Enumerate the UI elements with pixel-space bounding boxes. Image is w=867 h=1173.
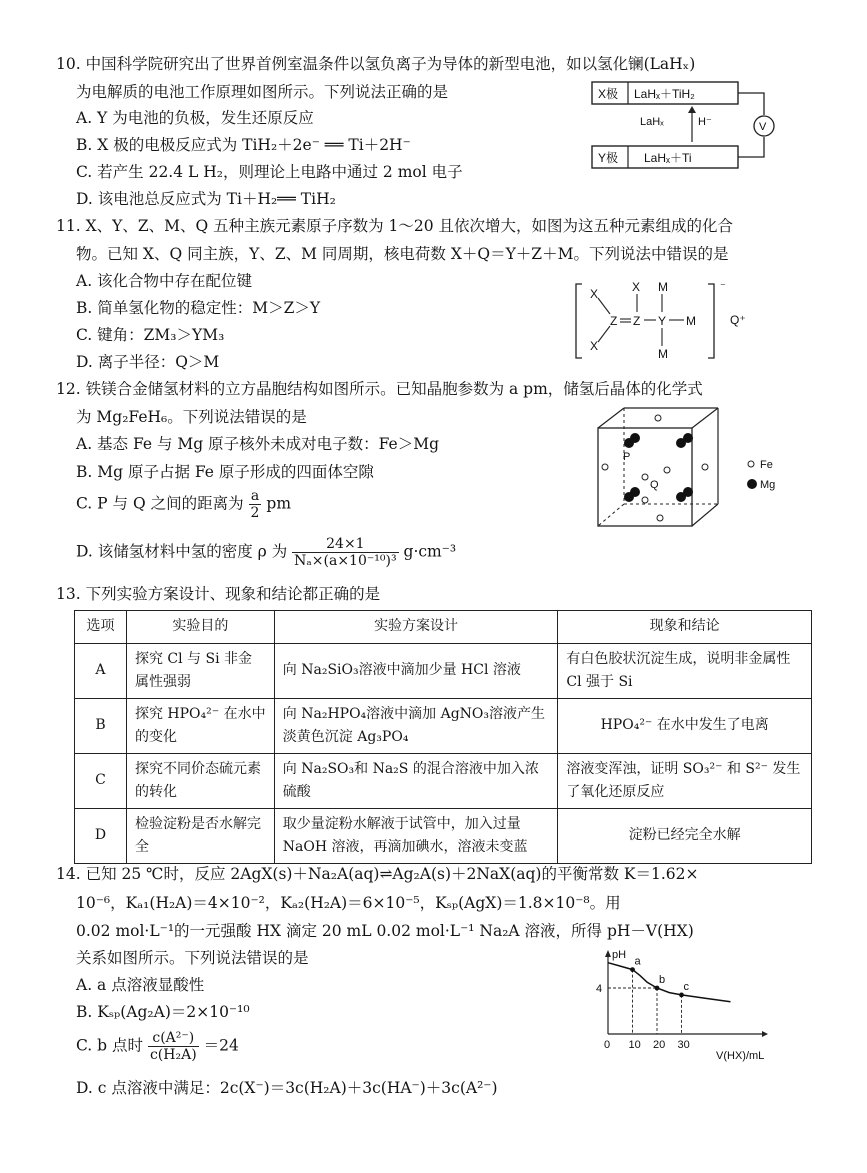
cation-label: Q⁺ — [730, 313, 746, 327]
legend-mg-icon — [747, 479, 757, 489]
q12-stem-line1: 12. 铁镁合金储氢材料的立方晶胞结构如图所示。已知晶胞参数为 a pm，储氢后晶体的化学式 — [56, 380, 703, 398]
atom-x2: X — [590, 339, 599, 353]
fe-atom — [664, 467, 670, 473]
mg-atom — [630, 487, 640, 497]
q10-option-d: D. 该电池总反应式为 Ti＋H₂══ TiH₂ — [76, 190, 336, 208]
q10-stem-line1: 10. 中国科学院研究出了世界首例室温条件以氢负离子为导体的新型电池，如以氢化镧(LaHₓ) — [56, 55, 696, 73]
row-design: 向 Na₂SO₃和 Na₂S 的混合溶液中加入浓硫酸 — [274, 754, 558, 809]
q12-option-c-unit: pm — [266, 494, 292, 513]
atom-m3: M — [658, 347, 668, 361]
q10-stem-line2: 为电解质的电池工作原理如图所示。下列说法正确的是 — [76, 83, 449, 101]
row-purpose: 探究 Cl 与 Si 非金属性强弱 — [126, 644, 274, 699]
q14-stem-line3: 0.02 mol·L⁻¹的一元强酸 HX 滴定 20 mL 0.02 mol·L⁻¹ Na₂A 溶液，所得 pH－V(HX) — [76, 922, 694, 940]
legend-fe-label: Fe — [760, 459, 773, 471]
mg-atom — [683, 433, 693, 443]
mg-atom — [630, 433, 640, 443]
data-point-b — [655, 986, 660, 991]
fraction-numerator: a — [249, 488, 262, 505]
q12-option-d-unit: g·cm⁻³ — [403, 542, 457, 561]
ph-chart-plot — [596, 949, 768, 1062]
atom-m2: M — [686, 314, 696, 328]
row-option: C — [75, 754, 127, 809]
header-result: 现象和结论 — [558, 611, 812, 644]
q11-stem-line2: 物。已知 X、Q 同主族，Y、Z、M 同周期，核电荷数 X＋Q＝Y＋Z＋M。下列说法中错误的是 — [76, 245, 729, 263]
fe-atom — [642, 474, 648, 480]
q14-option-b: B. Kₛₚ(Ag₂A)＝2×10⁻¹⁰ — [76, 1003, 250, 1021]
q12-crystal-cell-diagram — [588, 400, 788, 538]
x-electrode-label: X极 — [598, 87, 619, 101]
q11-option-b: B. 简单氢化物的稳定性：M＞Z＞Y — [76, 299, 321, 317]
q12-option-d-fraction — [292, 536, 398, 569]
q11-option-d: D. 离子半径：Q＞M — [76, 353, 220, 371]
q14-option-c — [76, 1030, 239, 1063]
fe-atom — [642, 497, 648, 503]
q14-titration-chart — [586, 946, 796, 1064]
q12-option-a: A. 基态 Fe 与 Mg 原子核外未成对电子数：Fe＞Mg — [76, 435, 440, 453]
q11-option-a: A. 该化合物中存在配位键 — [76, 272, 253, 290]
q13-experiment-table — [74, 610, 812, 864]
row-option: D — [75, 809, 127, 864]
q12-option-c-text: C. P 与 Q 之间的距离为 — [76, 494, 244, 513]
fe-atom — [657, 515, 663, 521]
header-option: 选项 — [75, 611, 127, 644]
q12-stem-line2: 为 Mg₂FeH₆。下列说法错误的是 — [76, 408, 307, 426]
table-row — [75, 699, 812, 754]
q14-option-c-value: ＝24 — [203, 1036, 239, 1055]
anion-charge: ⁻ — [720, 281, 726, 293]
y-tick-label: 4 — [596, 983, 603, 995]
data-point-a — [630, 967, 635, 972]
x-tick-label: 20 — [653, 1039, 666, 1051]
row-design: 向 Na₂SiO₃溶液中滴加少量 HCl 溶液 — [274, 644, 558, 699]
row-result: 有白色胶状沉淀生成，说明非金属性 Cl 强于 Si — [558, 644, 812, 699]
q12-option-b: B. Mg 原子占据 Fe 原子形成的四面体空隙 — [76, 463, 374, 481]
ph-curve — [608, 963, 731, 1002]
row-purpose: 探究 HPO₄²⁻ 在水中的变化 — [126, 699, 274, 754]
point-p-label: P — [623, 451, 631, 463]
q10-option-b: B. X 极的电极反应式为 TiH₂＋2e⁻ ══ Ti＋2H⁻ — [76, 136, 411, 154]
fraction-numerator: 24×1 — [292, 536, 398, 553]
y-electrode-label: Y极 — [598, 151, 619, 165]
voltmeter-label: V — [759, 121, 767, 133]
table-row — [75, 754, 812, 809]
point-q-label: Q — [650, 479, 659, 491]
fraction-denominator: c(H₂A) — [149, 1047, 197, 1064]
q13-stem: 13. 下列实验方案设计、现象和结论都正确的是 — [56, 585, 381, 603]
row-option: B — [75, 699, 127, 754]
data-point-c — [679, 993, 684, 998]
x-tick-label: 10 — [628, 1039, 641, 1051]
x-tick-label: 0 — [604, 1039, 611, 1051]
q14-option-c-fraction — [148, 1030, 199, 1063]
legend-fe-icon — [748, 461, 754, 467]
data-point-label: b — [659, 974, 666, 986]
q10-option-c: C. 若产生 22.4 L H₂，则理论上电路中通过 2 mol 电子 — [76, 163, 463, 181]
ion-label: H⁻ — [698, 116, 712, 128]
atom-x3: X — [632, 280, 641, 294]
q12-option-c — [76, 488, 291, 521]
y-axis-arrow — [605, 950, 611, 957]
atom-z1: Z — [610, 314, 618, 328]
row-design: 向 Na₂HPO₄溶液中滴加 AgNO₃溶液产生淡黄色沉淀 Ag₃PO₄ — [274, 699, 558, 754]
q14-stem-line1: 14. 已知 25 ℃时，反应 2AgX(s)＋Na₂A(aq)⇌Ag₂A(s)＋2NaX(aq)的平衡常数 K＝1.62× — [56, 865, 699, 883]
q14-stem-line4: 关系如图所示。下列说法错误的是 — [76, 949, 309, 967]
q11-structure-diagram — [570, 278, 770, 364]
y-axis-label: pH — [612, 949, 627, 961]
fraction-numerator: c(A²⁻) — [148, 1030, 199, 1047]
q11-stem-line1: 11. X、Y、Z、M、Q 五种主族元素原子序数为 1～20 且依次增大，如图为这五种元素组成的化合 — [56, 217, 734, 235]
header-design: 实验方案设计 — [274, 611, 558, 644]
row-result: 溶液变浑浊，证明 SO₃²⁻ 和 S²⁻ 发生了氧化还原反应 — [558, 754, 812, 809]
atom-m1: M — [658, 280, 668, 294]
q10-battery-diagram — [588, 78, 788, 170]
x-tick-label: 30 — [677, 1039, 690, 1051]
y-electrode-content: LaHₓ＋Ti — [644, 151, 692, 165]
x-electrode-content: LaHₓ＋TiH₂ — [634, 87, 695, 101]
fe-atom — [602, 464, 608, 470]
row-option: A — [75, 644, 127, 699]
q14-stem-line2: 10⁻⁶，Kₐ₁(H₂A)＝4×10⁻²，Kₐ₂(H₂A)＝6×10⁻⁵，Kₛₚ(AgX)＝1.8×10⁻⁸。用 — [76, 894, 621, 912]
row-result: 淀粉已经完全水解 — [558, 809, 812, 864]
q12-option-c-fraction — [249, 488, 262, 521]
q11-option-c: C. 键角：ZM₃＞YM₃ — [76, 326, 225, 344]
fe-atom — [702, 464, 708, 470]
q14-option-c-text: C. b 点时 — [76, 1036, 144, 1055]
table-row — [75, 644, 812, 699]
q12-option-d-text: D. 该储氢材料中氢的密度 ρ 为 — [76, 542, 288, 561]
data-point-label: a — [634, 955, 641, 968]
mg-atom — [683, 487, 693, 497]
data-point-label: c — [683, 980, 689, 993]
x-axis-arrow — [762, 1031, 768, 1037]
atom-z2: Z — [633, 314, 641, 328]
legend-mg-label: Mg — [760, 479, 776, 491]
right-bracket — [708, 284, 714, 358]
row-result: HPO₄²⁻ 在水中发生了电离 — [558, 699, 812, 754]
atom-x1: X — [590, 287, 599, 301]
left-bracket — [576, 284, 582, 358]
electrolyte-label: LaHₓ — [640, 116, 664, 128]
table-header-row — [75, 611, 812, 644]
fraction-denominator: Nₐ×(a×10⁻¹⁰)³ — [294, 553, 397, 570]
row-design: 取少量淀粉水解液于试管中，加入过量 NaOH 溶液，再滴加碘水，溶液未变蓝 — [274, 809, 558, 864]
fe-atom — [655, 415, 661, 421]
q14-option-a: A. a 点溶液显酸性 — [76, 976, 205, 994]
q12-option-d — [76, 536, 456, 569]
atom-y: Y — [658, 314, 667, 328]
header-purpose: 实验目的 — [126, 611, 274, 644]
q14-option-d: D. c 点溶液中满足：2c(X⁻)＝3c(H₂A)＋3c(HA⁻)＋3c(A²⁻) — [76, 1079, 498, 1097]
row-purpose: 检验淀粉是否水解完全 — [126, 809, 274, 864]
x-axis-label: V(HX)/mL — [716, 1050, 765, 1062]
fraction-denominator: 2 — [250, 505, 260, 522]
table-row — [75, 809, 812, 864]
row-purpose: 探究不同价态硫元素的转化 — [126, 754, 274, 809]
q10-option-a: A. Y 为电池的负极，发生还原反应 — [76, 109, 314, 127]
